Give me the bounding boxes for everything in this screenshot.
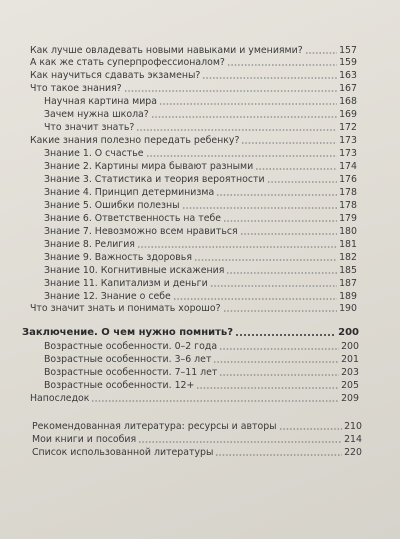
toc-entry-page: 187 bbox=[339, 278, 357, 289]
toc-entry bbox=[44, 95, 357, 108]
toc-entry-page: 159 bbox=[339, 57, 357, 68]
dot-leader bbox=[91, 400, 339, 402]
toc-entry-title: Научная картина мира bbox=[44, 96, 158, 107]
toc-entry bbox=[22, 326, 359, 339]
toc-entry bbox=[44, 199, 357, 212]
toc-entry-page: 172 bbox=[339, 122, 357, 133]
toc-entry-page: 180 bbox=[339, 226, 357, 237]
toc-entry-title: Возрастные особенности. 7–11 лет bbox=[44, 367, 218, 378]
toc-entry-title: Знание 2. Картины мира бывают разными bbox=[44, 161, 254, 172]
toc-entry-title: А как же стать суперпрофессионалом? bbox=[30, 57, 225, 68]
toc-entry-page: 157 bbox=[339, 45, 357, 56]
toc-entry-page: 203 bbox=[341, 367, 359, 378]
toc-entry-page: 168 bbox=[339, 96, 357, 107]
toc-entry bbox=[32, 433, 362, 446]
dot-leader bbox=[151, 116, 337, 118]
toc-entry-page: 205 bbox=[341, 380, 359, 391]
toc-entry-title: Список использованной литературы bbox=[32, 447, 214, 458]
toc-entry-title: Как лучше овладевать новыми навыками и умениями? bbox=[30, 45, 303, 56]
toc-entry bbox=[30, 56, 357, 69]
dot-leader bbox=[279, 428, 343, 430]
dot-leader bbox=[137, 246, 337, 248]
toc-entry bbox=[44, 225, 357, 238]
dot-leader bbox=[194, 259, 337, 261]
toc-entry-page: 178 bbox=[339, 187, 357, 198]
toc-entry-title: Напоследок bbox=[30, 393, 90, 404]
toc-entry-title: Знание 11. Капитализм и деньги bbox=[44, 278, 208, 289]
toc-entry-page: 209 bbox=[341, 393, 359, 404]
toc-entry-page: 174 bbox=[339, 161, 357, 172]
toc-entry-title: Знание 1. О счастье bbox=[44, 148, 144, 159]
toc-entry-title: Что такое знания? bbox=[30, 83, 122, 94]
dot-leader bbox=[235, 334, 336, 336]
dot-leader bbox=[173, 298, 337, 300]
toc-entry-page: 179 bbox=[339, 213, 357, 224]
toc-entry bbox=[44, 212, 357, 225]
toc-entry-title: Знание 7. Невозможно всем нравиться bbox=[44, 226, 238, 237]
toc-entry-page: 173 bbox=[339, 135, 357, 146]
toc-entry-page: 200 bbox=[338, 327, 359, 338]
toc-entry-title: Знание 3. Статистика и теория вероятности bbox=[44, 174, 265, 185]
dot-leader bbox=[226, 272, 337, 274]
toc-entry-title: Что значит знать? bbox=[44, 122, 135, 133]
toc-entry-page: 181 bbox=[339, 239, 357, 250]
dot-leader bbox=[223, 220, 337, 222]
toc-entry-title: Возрастные особенности. 0–2 года bbox=[44, 341, 218, 352]
dot-leader bbox=[216, 194, 337, 196]
dot-leader bbox=[146, 155, 338, 157]
toc-entry-title: Знание 8. Религия bbox=[44, 239, 135, 250]
toc-entry bbox=[30, 134, 357, 147]
toc-entry-title: Знание 6. Ответственность на тебе bbox=[44, 213, 222, 224]
toc-entry bbox=[44, 173, 357, 186]
dot-leader bbox=[210, 285, 337, 287]
toc-entry bbox=[44, 108, 357, 121]
toc-entry bbox=[44, 121, 357, 134]
toc-entry bbox=[44, 264, 357, 277]
toc-entry-title: Знание 9. Важность здоровья bbox=[44, 252, 192, 263]
toc-entry bbox=[30, 302, 357, 315]
toc-entry-page: 176 bbox=[339, 174, 357, 185]
toc-entry bbox=[44, 147, 357, 160]
dot-leader bbox=[241, 142, 337, 144]
toc-entry-page: 214 bbox=[344, 434, 362, 445]
dot-leader bbox=[159, 103, 337, 105]
toc-entry-page: 185 bbox=[339, 265, 357, 276]
toc-entry-title: Знание 4. Принцип детерминизма bbox=[44, 187, 215, 198]
toc-entry-title: Что значит знать и понимать хорошо? bbox=[30, 303, 221, 314]
toc-entry-title: Знание 10. Когнитивные искажения bbox=[44, 265, 225, 276]
dot-leader bbox=[213, 361, 339, 363]
toc-entry-page: 167 bbox=[339, 83, 357, 94]
toc-entry-title: Знание 12. Знание о себе bbox=[44, 291, 171, 302]
toc-entry bbox=[44, 238, 357, 251]
toc-entry bbox=[32, 446, 362, 459]
dot-leader bbox=[138, 441, 342, 443]
toc-entry-title: Какие знания полезно передать ребенку? bbox=[30, 135, 240, 146]
toc-entry-page: 220 bbox=[344, 447, 362, 458]
toc-entry-page: 182 bbox=[339, 252, 357, 263]
toc-entry bbox=[44, 277, 357, 290]
toc-entry-title: Возрастные особенности. 12+ bbox=[44, 380, 195, 391]
toc-entry-title: Заключение. О чем нужно помнить? bbox=[22, 327, 234, 338]
dot-leader bbox=[219, 374, 339, 376]
toc-entry bbox=[30, 69, 357, 82]
dot-leader bbox=[227, 64, 337, 66]
dot-leader bbox=[202, 77, 337, 79]
toc-entry-page: 200 bbox=[341, 341, 359, 352]
toc-entry-page: 163 bbox=[339, 70, 357, 81]
toc-entry bbox=[44, 160, 357, 173]
dot-leader bbox=[305, 52, 337, 54]
toc-entry-title: Знание 5. Ошибки полезны bbox=[44, 200, 180, 211]
toc-entry-page: 190 bbox=[339, 303, 357, 314]
toc-entry-page: 173 bbox=[339, 148, 357, 159]
toc-entry-page: 189 bbox=[339, 291, 357, 302]
dot-leader bbox=[196, 387, 339, 389]
toc-entry bbox=[44, 366, 359, 379]
toc-entry-page: 210 bbox=[344, 421, 362, 432]
dot-leader bbox=[223, 310, 338, 312]
toc-entry-title: Как научиться сдавать экзамены? bbox=[30, 70, 201, 81]
toc-entry bbox=[44, 340, 359, 353]
toc-entry bbox=[44, 186, 357, 199]
dot-leader bbox=[255, 168, 337, 170]
dot-leader bbox=[215, 454, 342, 456]
toc-entry-page: 169 bbox=[339, 109, 357, 120]
toc-entry bbox=[44, 379, 359, 392]
toc-entry bbox=[30, 392, 359, 405]
toc-entry bbox=[44, 353, 359, 366]
toc-entry bbox=[32, 420, 362, 433]
toc-entry-title: Возрастные особенности. 3–6 лет bbox=[44, 354, 212, 365]
toc-entry bbox=[30, 82, 357, 95]
toc-entry-title: Рекомендованная литература: ресурсы и авторы bbox=[32, 421, 277, 432]
toc-entry-title: Мои книги и пособия bbox=[32, 434, 137, 445]
dot-leader bbox=[240, 233, 337, 235]
toc-entry-page: 178 bbox=[339, 200, 357, 211]
dot-leader bbox=[219, 348, 339, 350]
dot-leader bbox=[136, 129, 337, 131]
toc-entry bbox=[44, 251, 357, 264]
dot-leader bbox=[267, 181, 338, 183]
toc-entry-title: Зачем нужна школа? bbox=[44, 109, 149, 120]
dot-leader bbox=[124, 90, 337, 92]
toc-entry-page: 201 bbox=[341, 354, 359, 365]
dot-leader bbox=[182, 207, 338, 209]
